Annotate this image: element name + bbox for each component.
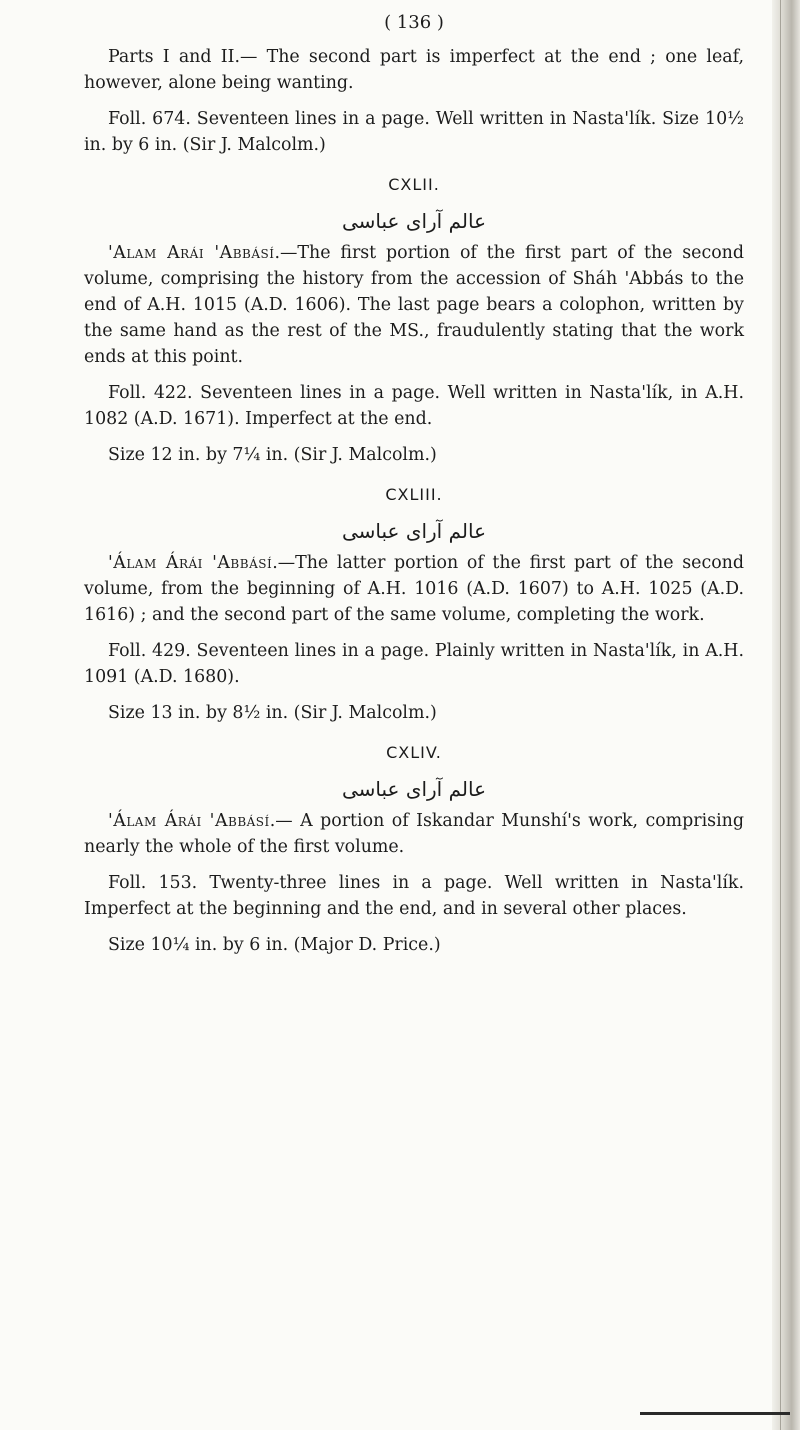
entry-title: 'Álam Árái 'Abbásí xyxy=(108,553,273,573)
page-edge-shadow xyxy=(772,0,800,1430)
entry-number: CXLIV. xyxy=(386,743,442,762)
entry-description xyxy=(84,550,744,628)
entry-size: Size 12 in. by 7¼ in. (Sir J. Malcolm.) xyxy=(108,445,437,465)
arabic-title: عالم آرای عباسی xyxy=(341,777,487,801)
text-column xyxy=(84,10,744,958)
entry-title: 'Álam Árái 'Abbásí xyxy=(108,811,270,831)
intro-details: Foll. 674. Seventeen lines in a page. Well written in Nasta'lík. Size 10½ in. by 6 in. (Sir J. Malcolm.) xyxy=(84,109,744,155)
arabic-title: عالم آرای عباسی xyxy=(341,209,487,233)
entry-size: Size 13 in. by 8½ in. (Sir J. Malcolm.) xyxy=(108,703,437,723)
entry-title: 'Alam Arái 'Abbásí xyxy=(108,243,275,263)
entry-description xyxy=(84,240,744,370)
entry-number: CXLIII. xyxy=(385,485,443,504)
arabic-title: عالم آرای عباسی xyxy=(341,519,487,543)
page-edge-line xyxy=(780,0,781,1430)
entry-description-text: .—The first portion of the first part of the second volume, comprising the history from the accession of Sháh 'Abbás to the end of A.H. 1015 (A.D. 1606). The last page bears a colophon, written by the same hand as the rest of the MS., fraudulently stating that the work ends at this point. xyxy=(84,243,745,367)
entry-details: Foll. 422. Seventeen lines in a page. Well written in Nasta'lík, in A.H. 1082 (A.D. 1671). Imperfect at the end. xyxy=(84,383,744,429)
entry-details: Foll. 153. Twenty-three lines in a page. Well written in Nasta'lík. Imperfect at the beginning and the end, and in several other places. xyxy=(84,873,744,919)
entry-details: Foll. 429. Seventeen lines in a page. Plainly written in Nasta'lík, in A.H. 1091 (A.D. 1680). xyxy=(84,641,744,687)
entry-description-text: .— A portion of Iskandar Munshí's work, comprising nearly the whole of the first volume. xyxy=(84,811,744,857)
entry-description xyxy=(84,808,744,860)
entry-number: CXLII. xyxy=(388,175,440,194)
intro-paragraph: Parts I and II.— The second part is imperfect at the end ; one leaf, however, alone being wanting. xyxy=(84,47,744,93)
entry-description-text: .—The latter portion of the first part of the second volume, from the beginning of A.H. 1016 (A.D. 1607) to A.H. 1025 (A.D. 1616) ; and the second part of the same volume, completing the work. xyxy=(84,553,745,625)
page-number: ( 136 ) xyxy=(384,12,444,33)
bottom-rule xyxy=(640,1412,790,1415)
entry-size: Size 10¼ in. by 6 in. (Major D. Price.) xyxy=(108,935,441,955)
